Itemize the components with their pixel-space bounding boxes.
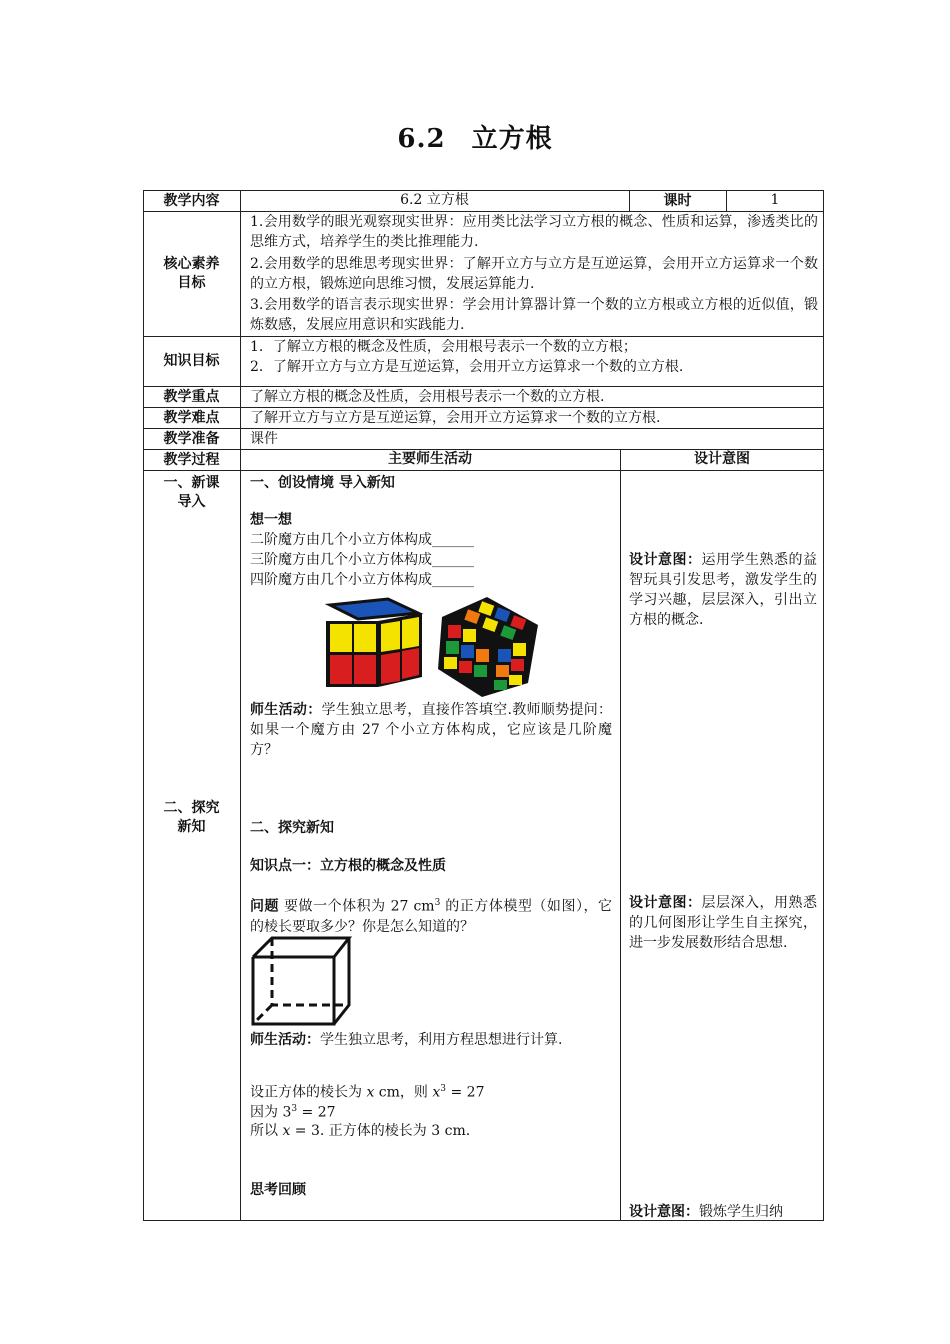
header-intent: 设计意图 [694,451,750,467]
core-goal-2: 2.会用数学的思维思考现实世界：了解开立方与立方是互逆运算，会用开立方运算求一个数的立方根，锻炼逆向思维习惯，发展运算能力. [250,256,818,292]
calc-line-3 [250,1121,470,1141]
problem-text [250,893,612,937]
label-class-hours: 课时 [663,193,692,209]
rubik-question-2: 二阶魔方由几个小立方体构成______ [250,532,474,548]
label-core-goals-line2: 目标 [177,275,206,291]
class-hours-value: 1 [770,192,780,208]
section2-intent2-label: 设计意图： [629,1204,699,1220]
section1-heading: 一、创设情境 导入新知 [250,475,395,491]
problem-label: 问题 [250,898,280,915]
section2-heading: 二、探究新知 [250,820,334,836]
problem-text-a: 要做一个体积为 27 cm [284,898,435,915]
section2-intent [629,893,817,953]
section2-activity-text: 学生独立思考，利用方程思想进行计算. [320,1032,563,1048]
cube3-sticker-red [511,659,524,671]
problem-sup: 3 [434,898,441,908]
cube3-sticker-red [448,625,461,638]
cube2-sticker-red [354,655,376,684]
core-goal-1: 1.会用数学的眼光观察现实世界：应用类比法学习立方根的概念、性质和运算，渗透类比的思维方式，培养学生的类比推理能力. [250,214,818,250]
calc-var-x: x [282,1123,291,1139]
cube2-top-face [330,599,418,619]
cube3-sticker-green [446,641,459,654]
label-section1-line1: 一、新课 [163,475,220,491]
cube2-sticker-red [402,648,419,679]
cube-hidden-edges [272,938,349,1005]
calc-var-x: x [432,1084,441,1101]
knowledge-goal-1: 1．了解立方根的概念及性质，会用根号表示一个数的立方根； [250,339,637,355]
calc-line1-a: 设正方体的棱长为 [250,1084,367,1101]
cube3-sticker-yellow [513,643,526,656]
calc-line1-b: cm，则 [374,1084,433,1101]
section1-activity [250,700,612,760]
label-section2 [143,799,240,837]
cube-right-edges [334,938,349,1024]
section2-intent2-text: 锻炼学生归纳 [699,1204,783,1220]
key-points-text: 了解立方根的概念及性质，会用根号表示一个数的立方根. [250,389,605,405]
label-key-points: 教学重点 [163,389,220,405]
calc-sup: 3 [291,1104,298,1114]
calc-sup: 3 [440,1084,447,1094]
problem-text-b: 的正方体模型（如图），它的棱长要取多少？你是怎么知道的？ [250,898,613,935]
label-teaching-content: 教学内容 [163,193,220,209]
cube3-sticker-green [474,665,487,677]
section1-intent-label: 设计意图： [629,552,702,568]
difficulties-text: 了解开立方与立方是互逆运算，会用开立方运算求一个数的立方根. [250,410,661,426]
label-section2-line1: 二、探究 [163,800,220,816]
label-process: 教学过程 [163,452,220,468]
cube2-sticker-yellow [354,624,376,652]
label-knowledge-goals: 知识目标 [163,353,220,369]
core-goal-3: 3.会用数学的语言表示现实世界：学会用计算器计算一个数的立方根或立方根的近似值，锻炼数感，发展应用意识和实践能力. [250,297,818,333]
rubik-question-4: 四阶魔方由几个小立方体构成______ [250,572,474,588]
teaching-content-value: 6.2 立方根 [400,192,469,208]
cube3-sticker-blue [498,649,511,662]
cube2-sticker-yellow [402,617,419,649]
cube3-sticker-yellow [444,657,457,669]
title-number: 6.2 [397,124,446,154]
rubik-cube-3x3-image [432,595,542,699]
label-section2-line2: 新知 [177,819,206,835]
preparation-text: 课件 [250,431,278,447]
col-divider [620,449,621,1221]
calc-line3-a: 所以 [250,1123,283,1139]
section2-activity [250,1030,612,1050]
section2-intent-label: 设计意图： [629,895,702,911]
cube3-sticker-orange [496,665,509,677]
section2-activity-label: 师生活动： [250,1032,320,1048]
cube3-sticker-yellow [463,629,476,642]
cube-front-face [253,957,334,1024]
calc-line-2 [250,1099,336,1123]
section1-intent-text: 运用学生熟悉的益智玩具引发思考，激发学生的学习兴趣，层层深入，引出立方根的概念. [629,552,817,628]
cube3-sticker-red [459,661,472,673]
cube2-sticker-red [330,655,352,684]
section2-intent-text: 层层深入，用熟悉的几何图形让学生自主探究，进一步发展数形结合思想. [629,895,817,951]
section1-activity-text: 学生独立思考，直接作答填空.教师顺势提问：如果一个魔方由 27 个小立方体构成，它应该是几阶魔方？ [250,702,613,758]
label-section1 [143,474,240,512]
rubik-question-3: 三阶魔方由几个小立方体构成______ [250,552,474,568]
review-heading: 思考回顾 [250,1182,306,1198]
knowledge-goal-2: 2．了解开立方与立方是互逆运算，会用开立方运算求一个数的立方根. [250,359,684,375]
col-divider [240,190,241,1221]
calc-line3-b: = 3. 正方体的棱长为 3 cm. [290,1123,471,1139]
section2-intent-2 [629,1202,817,1222]
cube-wireframe-diagram [250,935,352,1027]
cube-hidden-edge [253,1005,272,1024]
cube2-sticker-yellow [330,624,352,652]
section1-activity-label: 师生活动： [250,702,322,718]
label-difficulties: 教学难点 [163,410,220,426]
calc-line2-b: = 27 [297,1104,336,1121]
page-title [0,118,950,155]
cube3-sticker-blue [461,645,474,658]
section1-intent [629,550,817,630]
calc-var-x: x [366,1084,375,1101]
cube2-sticker-yellow [381,621,400,652]
cube2-sticker-red [381,652,400,684]
think-heading: 想一想 [250,512,292,528]
cube3-sticker-orange [476,649,489,662]
label-preparation: 教学准备 [163,431,220,447]
rubik-cube-2x2-image [318,597,426,697]
row-divider [143,470,824,471]
knowledge-point-heading: 知识点一：立方根的概念及性质 [250,858,446,874]
title-text: 立方根 [471,124,553,154]
label-core-goals [143,255,240,293]
cube3-sticker-green [494,680,507,690]
header-activities: 主要师生活动 [388,451,472,467]
label-core-goals-line1: 核心素养 [163,256,220,272]
label-section1-line2: 导入 [177,494,206,510]
calc-line2-a: 因为 3 [250,1104,292,1121]
cube-top-edges [253,938,349,957]
cube3-sticker-yellow [509,675,522,685]
calc-line1-c: = 27 [446,1084,485,1101]
